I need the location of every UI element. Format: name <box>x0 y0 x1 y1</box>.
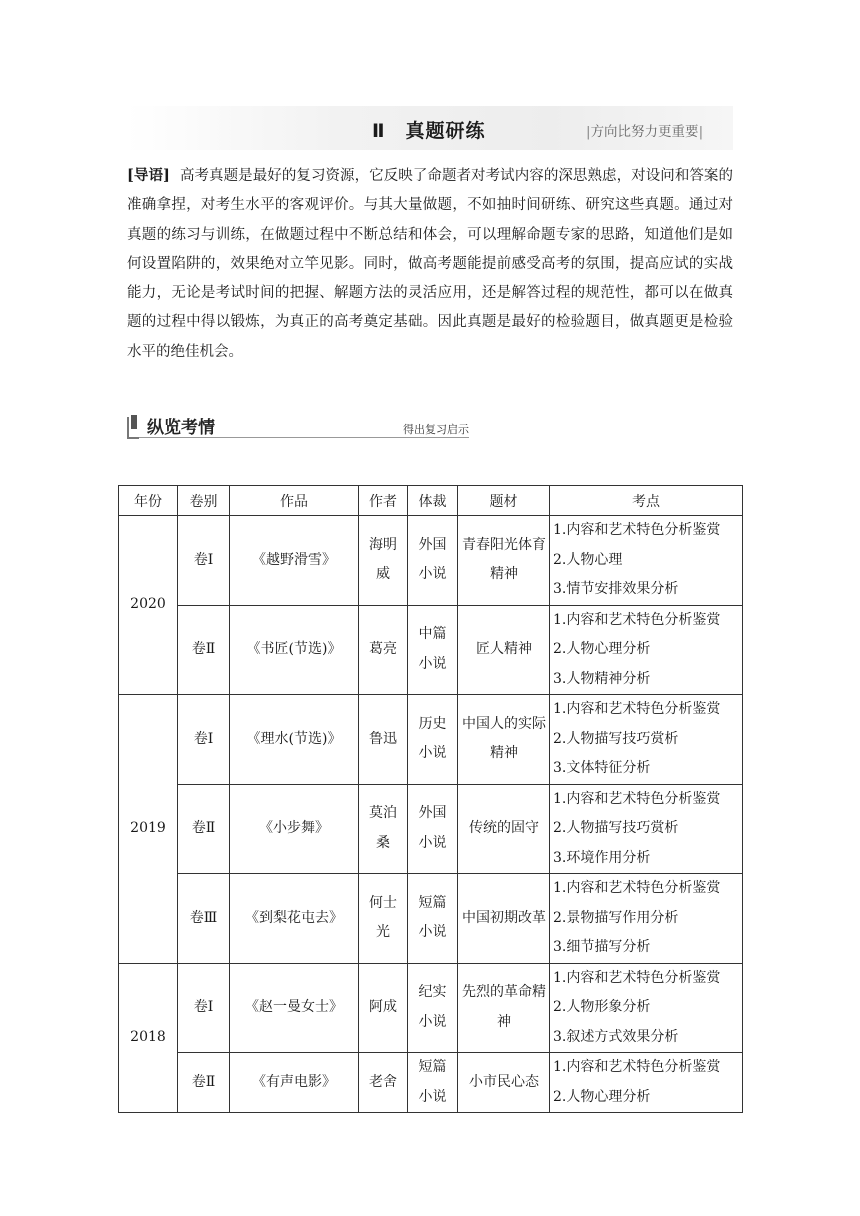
theme-cell <box>458 874 550 964</box>
motto-text: 方向比努力更重要 <box>590 124 699 140</box>
table-row <box>119 784 743 874</box>
theme-text: 传统的固守 <box>469 820 539 836</box>
work-cell <box>230 695 359 785</box>
table-row <box>119 1053 743 1113</box>
exam-point: 3.文体特征分析 <box>553 760 651 776</box>
theme-text: 先烈的革命精神 <box>462 984 546 1030</box>
genre-text: 外国小说 <box>418 536 447 583</box>
bookmark-icon <box>127 417 139 439</box>
author-cell: 鲁迅 <box>359 695 408 785</box>
exam-point: 2.人物心理分析 <box>553 1088 651 1105</box>
volume-cell: 卷Ⅰ <box>178 695 230 785</box>
genre-cell <box>408 784 458 874</box>
table-row <box>119 695 743 785</box>
motto-bar-right: | <box>698 124 704 140</box>
header-year: 年份 <box>119 486 178 516</box>
theme-text: 青春阳光体育精神 <box>462 536 546 583</box>
exam-point: 1.内容和艺术特色分析鉴赏 <box>553 611 721 628</box>
exam-point: 3.环境作用分析 <box>553 849 651 866</box>
exam-point: 3.细节描写分析 <box>553 939 651 955</box>
header-genre: 体裁 <box>408 486 458 516</box>
exam-point: 1.内容和艺术特色分析鉴赏 <box>553 701 721 717</box>
theme-cell <box>458 605 550 695</box>
genre-cell <box>408 963 458 1053</box>
volume-cell: 卷Ⅱ <box>178 784 230 874</box>
work-cell <box>230 1053 359 1113</box>
genre-cell <box>408 605 458 695</box>
work-title: 《到梨花屯去》 <box>245 909 343 926</box>
intro-label: [导语] <box>127 167 170 184</box>
author-cell: 阿成 <box>359 963 408 1053</box>
author-cell: 莫泊桑 <box>359 784 408 874</box>
points-cell <box>550 695 743 785</box>
work-title: 《越野滑雪》 <box>252 551 336 568</box>
theme-cell <box>458 1053 550 1113</box>
author-cell: 老舍 <box>359 1053 408 1113</box>
overview-title: 纵览考情 <box>147 418 215 438</box>
work-cell <box>230 605 359 695</box>
exam-overview-table <box>118 485 743 1113</box>
header-author: 作者 <box>359 486 408 516</box>
overview-hint: 得出复习启示 <box>403 423 469 436</box>
motto-bar-left: | <box>586 124 591 140</box>
theme-text: 小市民心态 <box>469 1073 539 1090</box>
points-cell <box>550 1053 743 1113</box>
exam-point: 3.情节安排效果分析 <box>553 581 679 597</box>
genre-cell <box>408 874 458 964</box>
theme-text: 中国人的实际精神 <box>462 715 546 762</box>
overview-subheading <box>127 411 469 438</box>
theme-text: 匠人精神 <box>476 641 532 657</box>
points-cell <box>550 784 743 874</box>
exam-point: 2.人物心理分析 <box>553 641 651 657</box>
header-work: 作品 <box>230 486 359 516</box>
volume-cell: 卷Ⅱ <box>178 605 230 695</box>
genre-text: 历史小说 <box>418 715 447 762</box>
header-volume: 卷别 <box>178 486 230 516</box>
author-cell: 海明威 <box>359 516 408 606</box>
exam-point: 3.人物精神分析 <box>553 670 651 687</box>
volume-cell: 卷Ⅱ <box>178 1053 230 1113</box>
volume-cell: 卷Ⅰ <box>178 963 230 1053</box>
exam-point: 2.人物描写技巧赏析 <box>553 730 679 747</box>
exam-point: 2.人物形象分析 <box>553 999 651 1015</box>
theme-text: 中国初期改革 <box>462 909 546 926</box>
theme-cell <box>458 784 550 874</box>
exam-point: 1.内容和艺术特色分析鉴赏 <box>553 790 721 807</box>
intro-text: 高考真题是最好的复习资源，它反映了命题者对考试内容的深思熟虑，对设问和答案的准确拿捏，对考生水平的客观评价。与其大量做题，不如抽时间研练、研究这些真题。通过对真题的练习与训练，在做题过程中不断总结和体会，可以理解命题专家的思路，知道他们是如何设置陷阱的，效果绝对立竿见影。同时，做高考题能提前感受高考的氛围，提高应试的实战能力，无论是考试时间的把握、解题方法的灵活应用，还是解答过程的规范性，都可以在做真题的过程中得以锻炼，为真正的高考奠定基础。因此真题是最好的检验题目，做真题更是检验水平的绝佳机会。 <box>127 168 733 360</box>
work-title: 《理水(节选)》 <box>246 730 342 747</box>
author-cell: 葛亮 <box>359 605 408 695</box>
volume-cell: 卷Ⅲ <box>178 874 230 964</box>
exam-point: 1.内容和艺术特色分析鉴赏 <box>553 969 721 986</box>
section-title <box>372 116 486 143</box>
year-cell: 2019 <box>119 695 178 964</box>
work-title: 《小步舞》 <box>259 820 329 836</box>
year-cell: 2018 <box>119 963 178 1113</box>
work-cell <box>230 516 359 606</box>
work-cell <box>230 784 359 874</box>
work-cell <box>230 963 359 1053</box>
work-cell <box>230 874 359 964</box>
genre-cell <box>408 1053 458 1113</box>
points-cell <box>550 874 743 964</box>
genre-cell <box>408 516 458 606</box>
section-title-text: 真题研练 <box>405 120 486 142</box>
work-title: 《书匠(节选)》 <box>246 641 342 657</box>
points-cell <box>550 605 743 695</box>
points-cell <box>550 516 743 606</box>
points-cell <box>550 963 743 1053</box>
exam-point: 1.内容和艺术特色分析鉴赏 <box>553 880 721 896</box>
work-title: 《赵一曼女士》 <box>245 999 343 1015</box>
author-cell: 何士光 <box>359 874 408 964</box>
theme-cell <box>458 695 550 785</box>
genre-text: 纪实小说 <box>418 984 447 1030</box>
theme-cell <box>458 963 550 1053</box>
table-row <box>119 605 743 695</box>
exam-point: 2.人物描写技巧赏析 <box>553 820 679 836</box>
section-motto <box>586 120 703 140</box>
volume-cell: 卷Ⅰ <box>178 516 230 606</box>
genre-text: 中篇小说 <box>418 626 447 672</box>
work-title: 《有声电影》 <box>252 1073 336 1090</box>
theme-cell <box>458 516 550 606</box>
genre-text: 外国小说 <box>418 805 447 851</box>
genre-text: 短篇小说 <box>418 1059 447 1105</box>
header-points: 考点 <box>550 486 743 516</box>
table-row <box>119 516 743 606</box>
section-number: Ⅱ <box>372 120 386 142</box>
genre-text: 短篇小说 <box>418 894 447 941</box>
exam-point: 1.内容和艺术特色分析鉴赏 <box>553 522 721 538</box>
exam-point: 2.景物描写作用分析 <box>553 909 679 926</box>
table-row <box>119 963 743 1053</box>
header-theme: 题材 <box>458 486 550 516</box>
genre-cell <box>408 695 458 785</box>
table-header-row <box>119 486 743 516</box>
exam-point: 2.人物心理 <box>553 551 623 568</box>
table-body <box>119 516 743 1113</box>
year-cell: 2020 <box>119 516 178 695</box>
table-row <box>119 874 743 964</box>
exam-point: 1.内容和艺术特色分析鉴赏 <box>553 1059 721 1075</box>
exam-point: 3.叙述方式效果分析 <box>553 1028 679 1045</box>
intro-paragraph <box>127 161 733 367</box>
